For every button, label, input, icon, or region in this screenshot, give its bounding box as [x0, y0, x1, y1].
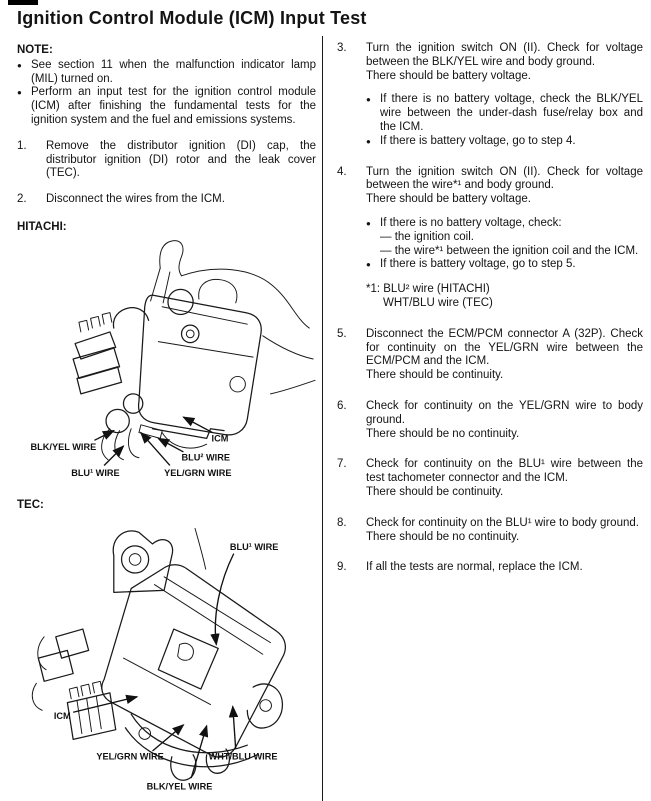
note-item — [17, 86, 316, 127]
note-label: NOTE: — [17, 44, 53, 56]
bullet-marker: ● — [17, 60, 22, 70]
tec-label-wht-blu-wire: WHT/BLU WIRE — [208, 751, 278, 762]
substep-text: If there is battery voltage, go to step 5. — [380, 258, 576, 271]
step-item-8 — [337, 517, 643, 545]
result-text: There should be continuity. — [366, 485, 504, 498]
tec-label-icm: ICM — [53, 710, 71, 721]
step-text: Check for continuity on the BLU¹ wire between the test tachometer connector and the ICM. — [366, 458, 643, 485]
step-item-7 — [337, 458, 643, 499]
substep-text: If there is no battery voltage, check the BLK/YEL wire between the under-dash fuse/relay box and the ICM. — [380, 93, 643, 133]
hitachi-label-yel-grn-wire: YEL/GRN WIRE — [164, 467, 232, 478]
bullet-marker: ● — [366, 218, 371, 228]
step-number: 6. — [337, 399, 347, 412]
bullet-marker: ● — [366, 95, 371, 105]
step-item-2 — [17, 193, 316, 207]
step-item-6 — [337, 400, 643, 441]
step-number: 2. — [17, 193, 27, 206]
bullet-marker: ● — [366, 136, 371, 146]
result-text: There should be battery voltage. — [366, 193, 531, 206]
substep-text: If there is battery voltage, go to step 4. — [380, 134, 576, 147]
step-number: 4. — [337, 165, 347, 178]
substep-item — [366, 258, 643, 272]
leader-arrow — [94, 430, 113, 440]
right-column — [322, 36, 651, 801]
leader-arrow — [158, 438, 183, 452]
dash-item: — the ignition coil. — [380, 230, 474, 243]
tec-diagram — [17, 513, 317, 801]
note-text: See section 11 when the malfunction indicator lamp (MIL) turned on. — [31, 58, 316, 85]
tec-label-yel-grn-wire: YEL/GRN WIRE — [96, 751, 164, 762]
step-number: 5. — [337, 327, 347, 340]
tec-label-blu1-wire: BLU¹ WIRE — [229, 541, 279, 552]
result-text: There should be no continuity. — [366, 530, 520, 543]
step-text: Check for continuity on the BLU¹ wire to body ground. — [366, 516, 639, 529]
footnote — [366, 283, 643, 311]
substep-item — [366, 93, 643, 134]
footnote-line: WHT/BLU wire (TEC) — [383, 296, 493, 309]
two-column-layout — [0, 36, 651, 801]
step-number: 9. — [337, 561, 347, 574]
step-text: Disconnect the wires from the ICM. — [46, 193, 225, 206]
step-number: 8. — [337, 516, 347, 529]
step-text: If all the tests are normal, replace the ICM. — [366, 561, 583, 574]
result-text: There should be battery voltage. — [366, 69, 531, 82]
page-edge-mark — [8, 0, 38, 5]
step-item-4 — [337, 166, 643, 311]
tec-label-blk-yel-wire: BLK/YEL WIRE — [146, 781, 213, 792]
result-text: There should be no continuity. — [366, 427, 520, 440]
footnote-line: *1: BLU² wire (HITACHI) — [366, 283, 490, 296]
step-item-5 — [337, 328, 643, 383]
step-item-1 — [17, 140, 316, 181]
step-text: Remove the distributor ignition (DI) cap, the distributor ignition (DI) rotor and the leak cover (TEC). — [46, 139, 316, 180]
bullet-marker: ● — [366, 260, 371, 270]
step-number: 7. — [337, 458, 347, 471]
hitachi-diagram — [17, 235, 317, 485]
step-item-9 — [337, 561, 643, 575]
hitachi-heading: HITACHI: — [17, 220, 67, 233]
substep-item — [366, 217, 643, 258]
step-text: Check for continuity on the YEL/GRN wire to body ground. — [366, 399, 643, 426]
leader-arrow — [233, 706, 236, 749]
note-text: Perform an input test for the ignition control module (ICM) after finishing the fundamental tests for the ignition system and the fuel and emissions systems. — [31, 86, 316, 126]
step-number: 3. — [337, 42, 347, 54]
substep-item — [366, 135, 643, 149]
hitachi-label-blu2-wire: BLU² WIRE — [181, 452, 231, 463]
hitachi-label-blu1-wire: BLU¹ WIRE — [71, 467, 120, 478]
left-column — [0, 36, 322, 801]
page-title: Ignition Control Module (ICM) Input Test — [17, 8, 367, 28]
step-number: 1. — [17, 139, 27, 152]
hitachi-label-blk-yel-wire: BLK/YEL WIRE — [30, 441, 97, 452]
hitachi-label-icm: ICM — [211, 433, 229, 444]
step-text: Turn the ignition switch ON (II). Check for voltage between the BLK/YEL wire and body ground. — [366, 42, 643, 68]
step-item-3 — [337, 42, 643, 149]
leader-arrow — [104, 446, 123, 465]
step-text: Turn the ignition switch ON (II). Check for voltage between the wire*¹ and body ground. — [366, 165, 643, 192]
dash-item: — the wire*¹ between the ignition coil and the ICM. — [380, 244, 639, 257]
bullet-marker: ● — [17, 88, 22, 98]
tec-heading: TEC: — [17, 498, 44, 511]
result-text: There should be continuity. — [366, 369, 504, 382]
step-text: Disconnect the ECM/PCM connector A (32P). Check for continuity on the YEL/GRN wire between the ECM/PCM and the ICM. — [366, 327, 643, 368]
substep-text: If there is no battery voltage, check: — [380, 216, 562, 229]
note-item — [17, 59, 316, 87]
